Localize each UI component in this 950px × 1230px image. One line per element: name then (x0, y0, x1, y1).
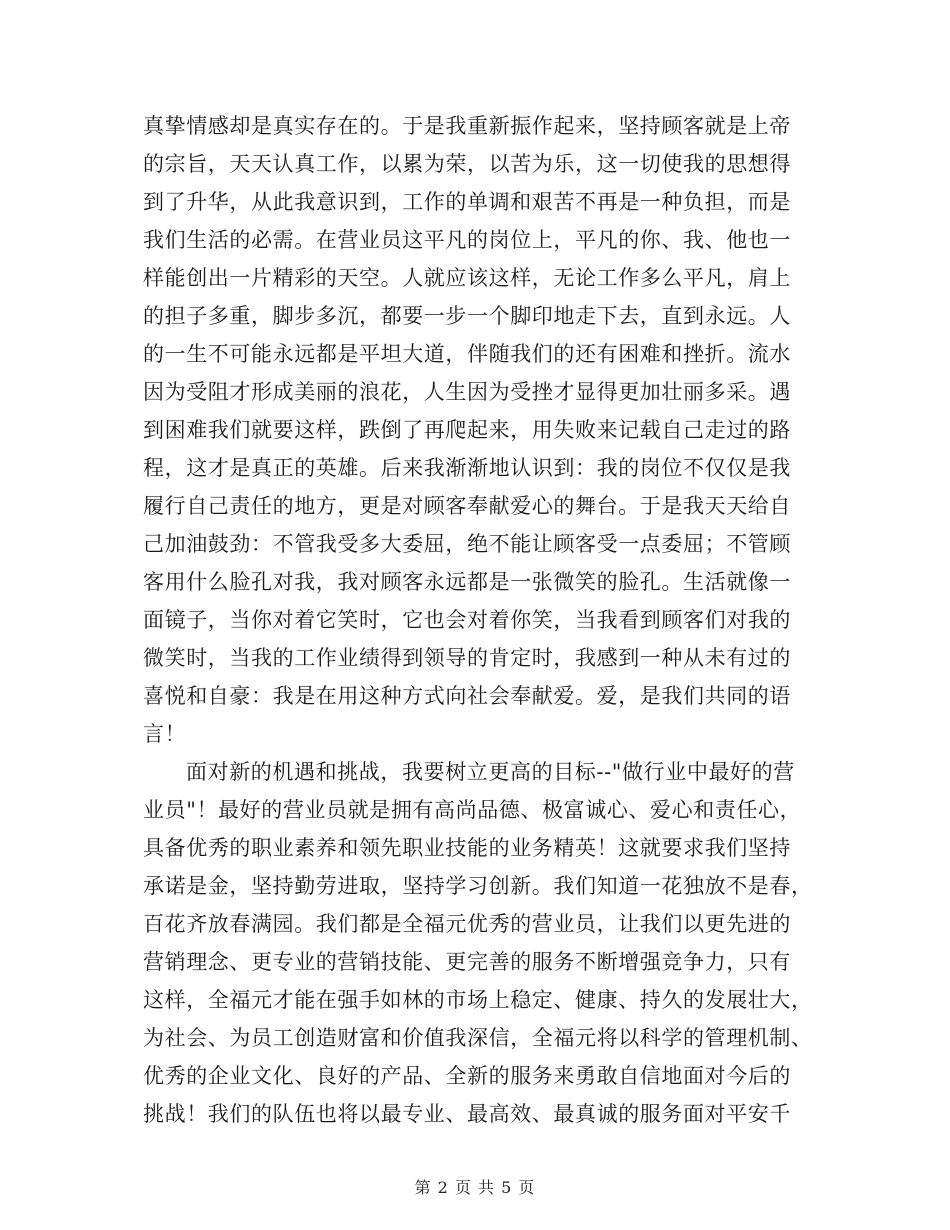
text-line: 因为受阻才形成美丽的浪花，人生因为受挫才显得更加壮丽多采。遇 (143, 380, 791, 404)
text-line: 营销理念、更专业的营销技能、更完善的服务不断增强竞争力，只有 (143, 950, 791, 974)
text-line: 业员"！最好的营业员就是拥有高尚品德、极富诚心、爱心和责任心， (143, 798, 802, 822)
text-line: 微笑时，当我的工作业绩得到领导的肯定时，我感到一种从未有过的 (143, 646, 791, 670)
text-line: 真挚情感却是真实存在的。于是我重新振作起来，坚持顾客就是上帝 (143, 114, 791, 138)
text-line: 这样，全福元才能在强手如林的市场上稳定、健康、持久的发展壮大， (143, 988, 813, 1012)
text-line: 己加油鼓劲：不管我受多大委屈，绝不能让顾客受一点委屈；不管顾 (143, 532, 791, 556)
text-line: 优秀的企业文化、良好的产品、全新的服务来勇敢自信地面对今后的 (143, 1064, 791, 1088)
page-number-footer: 第 2 页 共 5 页 (414, 1178, 536, 1197)
text-line: 面对新的机遇和挑战，我要树立更高的目标--"做行业中最好的营 (186, 760, 795, 784)
text-line: 的一生不可能永远都是平坦大道，伴随我们的还有困难和挫折。流水 (143, 342, 791, 366)
text-line: 百花齐放春满园。我们都是全福元优秀的营业员，让我们以更先进的 (143, 912, 791, 936)
text-line: 面镜子，当你对着它笑时，它也会对着你笑，当我看到顾客们对我的 (143, 608, 791, 632)
text-line: 样能创出一片精彩的天空。人就应该这样，无论工作多么平凡，肩上 (143, 266, 791, 290)
text-line: 喜悦和自豪：我是在用这种方式向社会奉献爱。爱，是我们共同的语 (143, 684, 791, 708)
text-line: 到了升华，从此我意识到，工作的单调和艰苦不再是一种负担，而是 (143, 190, 791, 214)
text-line: 我们生活的必需。在营业员这平凡的岗位上，平凡的你、我、他也一 (143, 228, 791, 252)
text-line: 具备优秀的职业素养和领先职业技能的业务精英！这就要求我们坚持 (143, 836, 791, 860)
text-line: 的宗旨，天天认真工作，以累为荣，以苦为乐，这一切使我的思想得 (143, 152, 791, 176)
text-line: 到困难我们就要这样，跌倒了再爬起来，用失败来记载自己走过的路 (143, 418, 791, 442)
text-line: 言！ (143, 722, 187, 746)
text-line: 客用什么脸孔对我，我对顾客永远都是一张微笑的脸孔。生活就像一 (143, 570, 791, 594)
text-line: 程，这才是真正的英雄。后来我渐渐地认识到：我的岗位不仅仅是我 (143, 456, 791, 480)
text-line: 承诺是金，坚持勤劳进取，坚持学习创新。我们知道一花独放不是春， (143, 874, 813, 898)
text-line: 挑战！我们的队伍也将以最专业、最高效、最真诚的服务面对平安千 (143, 1102, 791, 1126)
text-line: 为社会、为员工创造财富和价值我深信，全福元将以科学的管理机制、 (143, 1026, 813, 1050)
text-line: 履行自己责任的地方，更是对顾客奉献爱心的舞台。于是我天天给自 (143, 494, 791, 518)
text-line: 的担子多重，脚步多沉，都要一步一个脚印地走下去，直到永远。人 (143, 304, 791, 328)
